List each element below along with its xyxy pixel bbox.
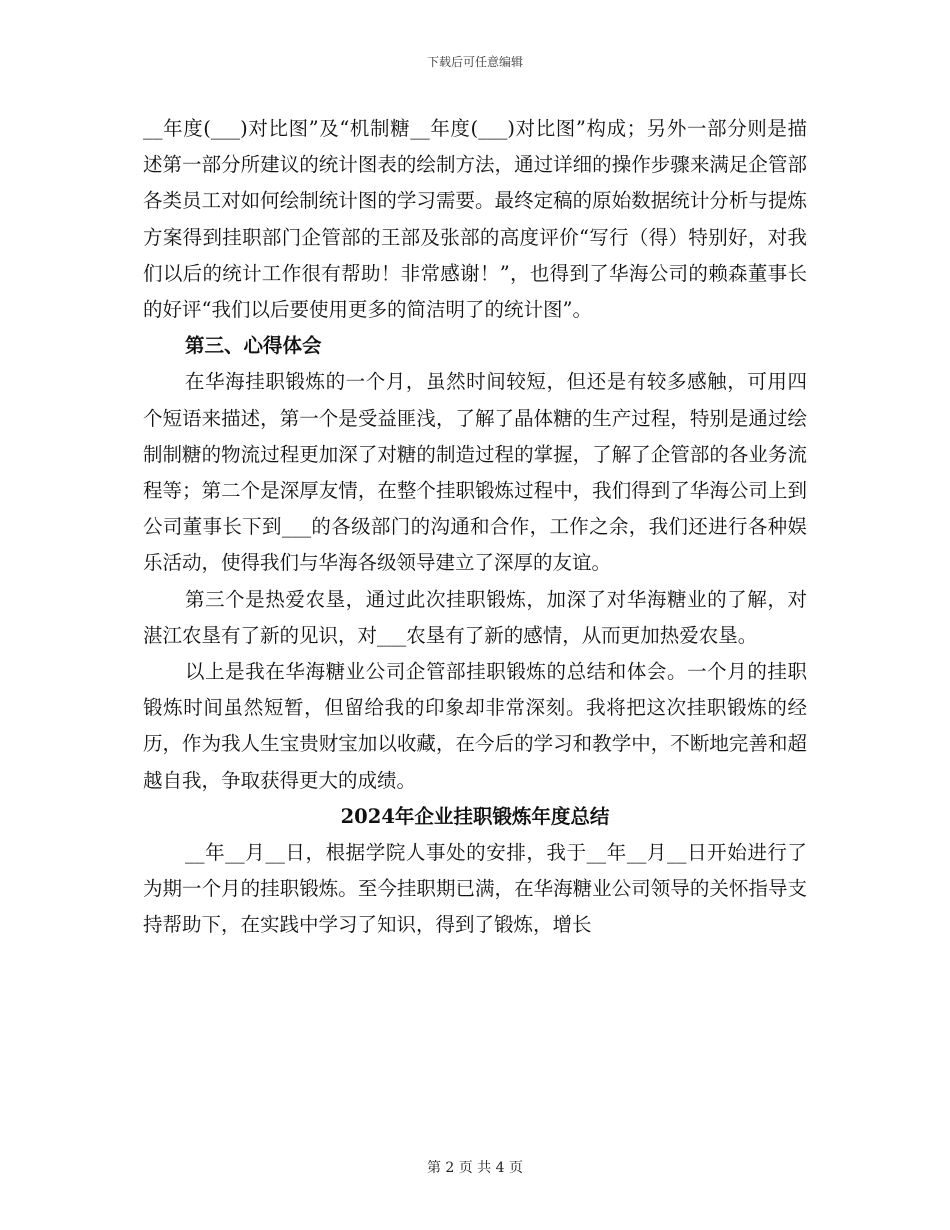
page-header-note: 下载后可任意编辑 — [426, 55, 523, 69]
document-body — [143, 111, 807, 944]
paragraph-2024-intro: __年__月__日，根据学院人事处的安排，我于__年__月__日开始进行了为期一个月的挂职锻炼。至今挂职期已满，在华海糖业公司领导的关怀指导支持帮助下，在实践中学习了知识，得到了锻炼，增长 — [143, 841, 807, 937]
page-number-footer: 第 2 页 共 4 页 — [426, 1160, 524, 1176]
paragraph-experience: 在华海挂职锻炼的一个月，虽然时间较短，但还是有较多感触，可用四个短语来描述，第一个是受益匪浅，了解了晶体糖的生产过程，特别是通过绘制制糖的物流过程更加深了对糖的制造过程的掌握，了解了企管部的各业务流程等；第二个是深厚友情，在整个挂职锻炼过程中，我们得到了华海公司上到公司董事长下到___的各级部门的沟通和合作，工作之余，我们还进行各种娱乐活动，使得我们与华海各级领导建立了深厚的友谊。 — [143, 370, 807, 575]
paragraph-chart-description: __年度(___)对比图”及“机制糖__年度(___)对比图”构成；另外一部分则是描述第一部分所建议的统计图表的绘制方法，通过详细的操作步骤来满足企管部各类员工对如何绘制统计图的学习需要。最终定稿的原始数据统计分析与提炼方案得到挂职部门企管部的王部及张部的高度评价“写行（得）特别好，对我们以后的统计工作很有帮助！非常感谢！”，也得到了华海公司的赖森董事长的好评“我们以后要使用更多的简洁明了的统计图”。 — [143, 117, 807, 322]
document-title-2024: 2024年企业挂职锻炼年度总结 — [340, 804, 610, 828]
paragraph-conclusion: 以上是我在华海糖业公司企管部挂职锻炼的总结和体会。一个月的挂职锻炼时间虽然短暂，但留给我的印象却非常深刻。我将把这次挂职锻炼的经历，作为我人生宝贵财宝加以收藏，在今后的学习和教学中，不断地完善和超越自我，争取获得更大的成绩。 — [143, 660, 807, 792]
section-heading-experience: 第三、心得体会 — [185, 334, 322, 358]
paragraph-love-farming: 第三个是热爱农垦，通过此次挂职锻炼，加深了对华海糖业的了解，对湛江农垦有了新的见识，对___农垦有了新的感情，从而更加热爱农垦。 — [143, 587, 807, 647]
